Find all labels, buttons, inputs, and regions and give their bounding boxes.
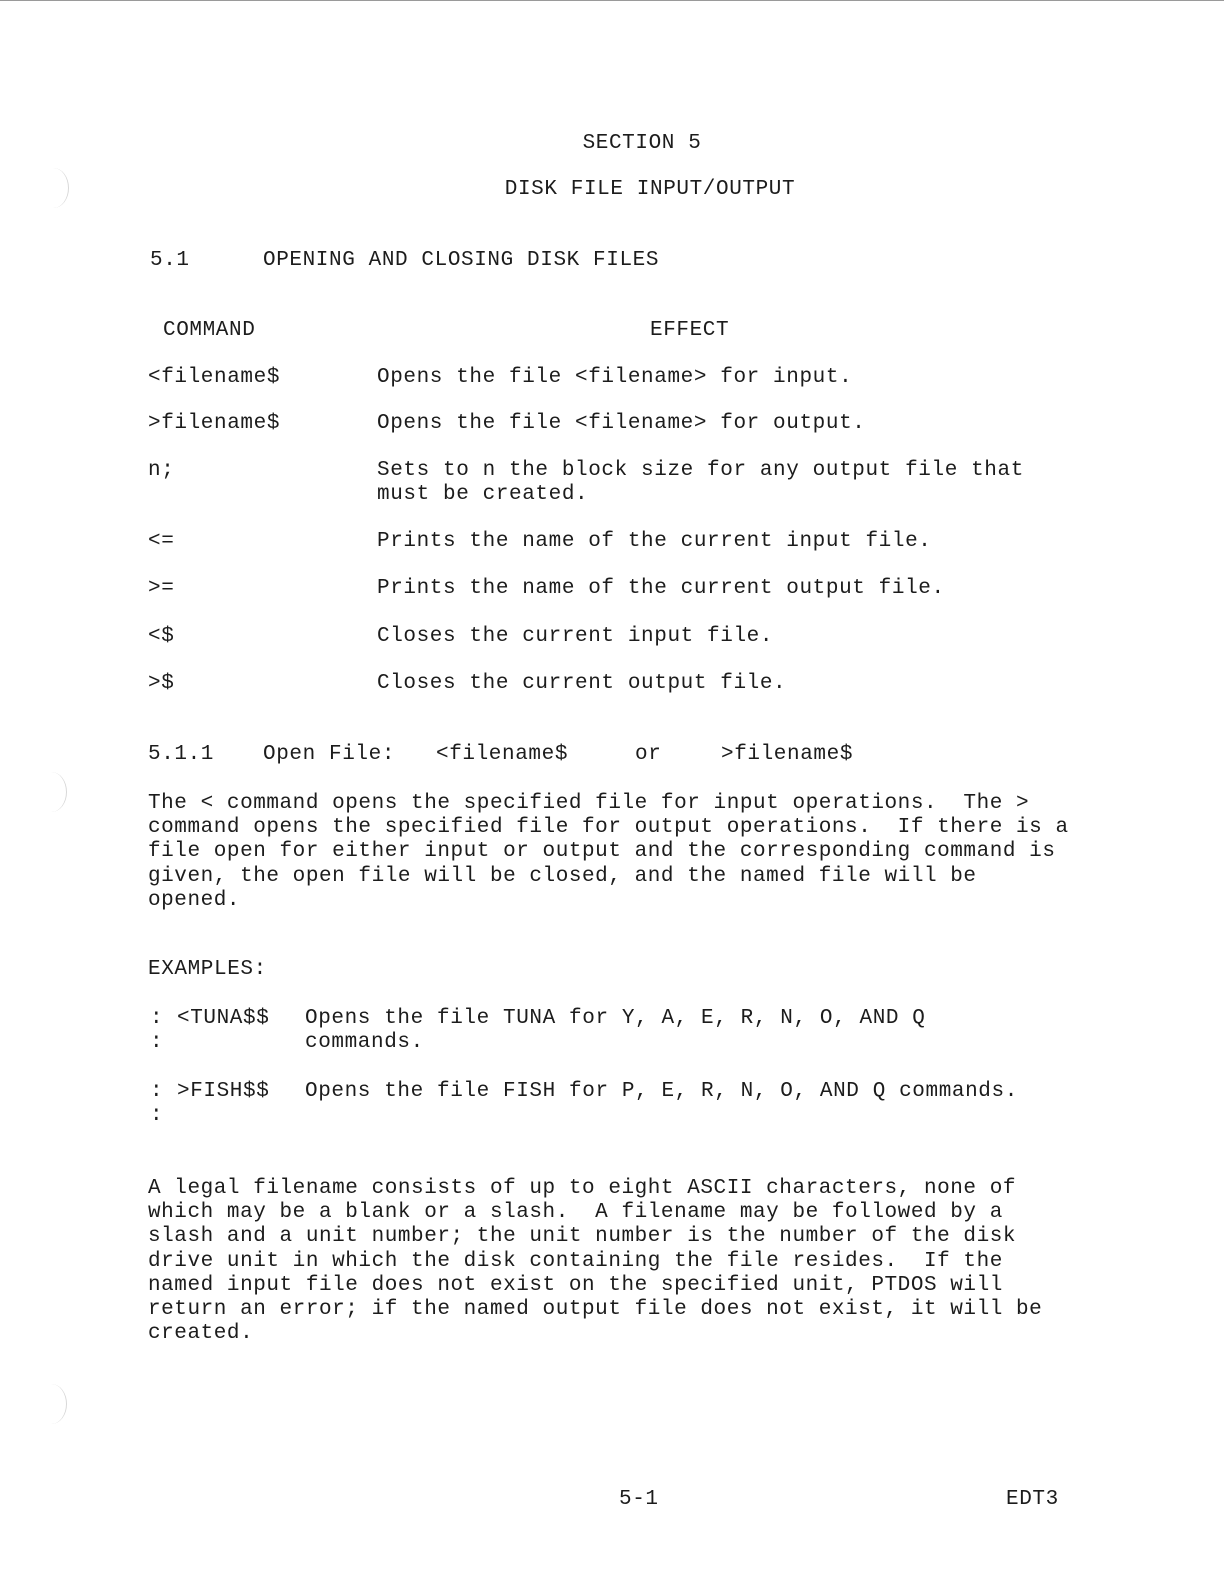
example-description: Opens the file TUNA for Y, A, E, R, N, O, AND Q commands. (305, 1007, 926, 1054)
table-row-command: <filename$ (148, 366, 281, 389)
table-row-effect: Prints the name of the current output file. (377, 577, 945, 600)
table-row-effect: Closes the current output file. (377, 672, 787, 695)
table-row-command: <$ (148, 625, 175, 648)
table-row-effect: Opens the file <filename> for output. (377, 412, 866, 435)
scan-top-edge (0, 0, 1224, 1)
punch-hole-mark (36, 772, 67, 812)
prompt-colon: : (150, 1031, 164, 1054)
section-title: DISK FILE INPUT/OUTPUT (504, 178, 796, 201)
subsubsection-number: 5.1.1 (148, 743, 215, 766)
table-row-command: >filename$ (148, 412, 281, 435)
filename-rules-paragraph: A legal filename consists of up to eight ASCII characters, none of which may be a blank or a slash. A filename may be followed by a slash and a unit number; the unit number is the number of the disk drive unit in which the disk containing the file resides. If the named input file does not exist on the specified unit, PTDOS will return an error; if the named output file does not exist, it will be created. (148, 1177, 1043, 1346)
document-id: EDT3 (1006, 1488, 1059, 1511)
example-command: >FISH$$ (177, 1080, 270, 1103)
subsubsection-title: Open File: (263, 743, 396, 766)
section-number: SECTION 5 (582, 132, 702, 155)
table-row-effect: Sets to n the block size for any output file that must be created. (377, 459, 1024, 506)
table-row-command: >= (148, 577, 175, 600)
input-command-syntax: <filename$ (436, 743, 569, 766)
page-number: 5-1 (619, 1488, 659, 1511)
subsection-title: OPENING AND CLOSING DISK FILES (263, 249, 660, 272)
column-header-effect: EFFECT (650, 319, 730, 342)
table-row-effect: Closes the current input file. (377, 625, 774, 648)
prompt-colon: : (150, 1007, 164, 1030)
table-row-command: <= (148, 530, 175, 553)
table-row-command: n; (148, 459, 175, 482)
prompt-colon: : (150, 1080, 164, 1103)
table-row-effect: Opens the file <filename> for input. (377, 366, 853, 389)
punch-hole-mark (36, 1384, 67, 1424)
table-row-effect: Prints the name of the current input file. (377, 530, 932, 553)
table-row-command: >$ (148, 672, 175, 695)
example-command: <TUNA$$ (177, 1007, 270, 1030)
or-text: or (635, 743, 662, 766)
prompt-colon: : (150, 1104, 164, 1127)
examples-heading: EXAMPLES: (148, 958, 267, 981)
column-header-command: COMMAND (163, 319, 256, 342)
output-command-syntax: >filename$ (721, 743, 854, 766)
open-file-description: The < command opens the specified file for input operations. The > command opens the specified file for output operations. If there is a file open for either input or output and the corresponding command is given, the open file will be closed, and the named file will be opened. (148, 792, 1069, 912)
subsection-number: 5.1 (150, 249, 190, 272)
example-description: Opens the file FISH for P, E, R, N, O, AND Q commands. (305, 1080, 1018, 1103)
